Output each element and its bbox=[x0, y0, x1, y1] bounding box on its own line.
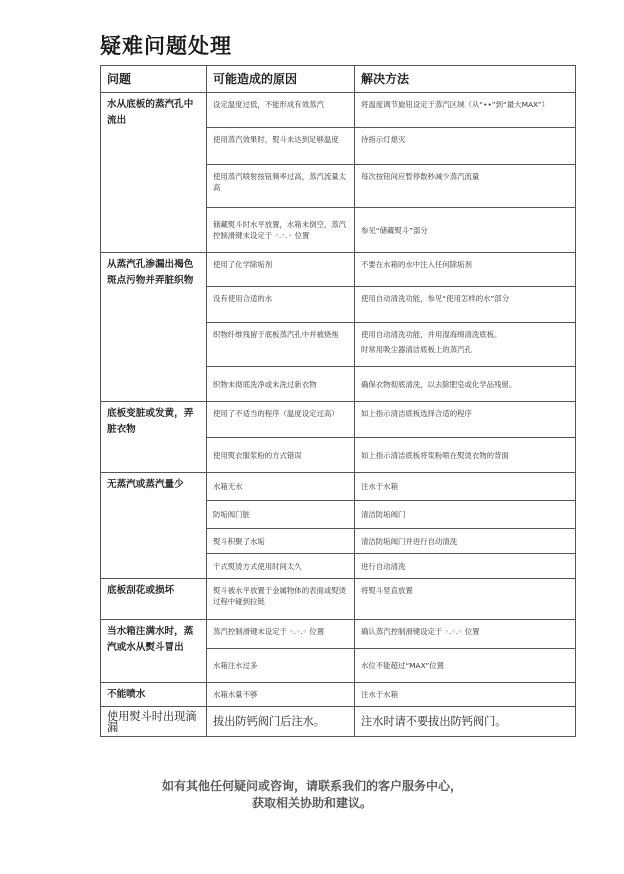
solution-cell: 清洁防垢阀门并进行自动清洗 bbox=[355, 529, 576, 554]
table-row bbox=[101, 473, 576, 501]
cause-cell: 使用蒸汽喷射按钮频率过高，蒸汽流量太高 bbox=[207, 165, 355, 208]
problem-cell: 使用熨斗时出现滴漏 bbox=[101, 707, 207, 737]
table-header-row bbox=[101, 66, 576, 93]
problem-cell: 无蒸汽或蒸汽量少 bbox=[101, 473, 207, 579]
cause-cell: 干式熨烫方式使用时间太久 bbox=[207, 554, 355, 579]
cause-cell: 蒸汽控制滑键未设定于 ◦.◦.◦ 位置 bbox=[207, 620, 355, 649]
cause-cell: 设定温度过低，不能形成有效蒸汽 bbox=[207, 93, 355, 128]
cause-cell: 熨斗被水平放置于金属物体的表面或熨烫过程中碰到拉链 bbox=[207, 579, 355, 620]
cause-cell: 水箱注水过多 bbox=[207, 649, 355, 683]
solution-cell: 注水时请不要拔出防钙阀门。 bbox=[355, 707, 576, 737]
table-row bbox=[101, 402, 576, 438]
cause-cell: 水箱水量不够 bbox=[207, 683, 355, 707]
cause-cell: 使用了不适当的程序（温度设定过高） bbox=[207, 402, 355, 438]
solution-cell: 不要在水箱的水中注入任何除垢剂 bbox=[355, 253, 576, 287]
solution-cell: 如上指示清洁底板选择合适的程序 bbox=[355, 402, 576, 438]
page-title: 疑难问题处理 bbox=[100, 34, 232, 58]
cause-cell: 防垢阀门脏 bbox=[207, 501, 355, 529]
solution-cell bbox=[355, 323, 576, 367]
cause-cell: 熨斗积聚了水垢 bbox=[207, 529, 355, 554]
solution-cell: 每次按钮间应暂停数秒减少蒸汽流量 bbox=[355, 165, 576, 208]
solution-cell: 如上指示清洁底板将浆粉喷在熨烫衣物的背面 bbox=[355, 438, 576, 473]
solution-line: 时常用吸尘器清洁底板上的蒸汽孔 bbox=[361, 345, 472, 354]
solution-cell: 注水于水箱 bbox=[355, 683, 576, 707]
problem-cell: 从蒸汽孔渗漏出褐色斑点污物并弄脏织物 bbox=[101, 253, 207, 402]
problem-cell: 不能喷水 bbox=[101, 683, 207, 707]
problem-cell: 底板变脏或发黄，弄脏衣物 bbox=[101, 402, 207, 473]
solution-cell: 确保衣物彻底清洗，以去除肥皂或化学品残留。 bbox=[355, 367, 576, 402]
header-problem: 问题 bbox=[101, 66, 207, 93]
solution-cell: 使用自动清洗功能，参见“使用怎样的水”部分 bbox=[355, 287, 576, 323]
cause-cell: 储藏熨斗时水平放置，水箱未倒空，蒸汽控制滑键未设定于 ◦.◦.◦ 位置 bbox=[207, 208, 355, 253]
table-row bbox=[101, 707, 576, 737]
table-row bbox=[101, 683, 576, 707]
solution-cell: 参见“储藏熨斗”部分 bbox=[355, 208, 576, 253]
header-solution: 解决方法 bbox=[355, 66, 576, 93]
solution-line: 使用自动清洗功能，并用湿海绵清洗底板。 bbox=[361, 330, 502, 339]
problem-cell: 水从底板的蒸汽孔中流出 bbox=[101, 93, 207, 253]
cause-cell: 没有使用合适的水 bbox=[207, 287, 355, 323]
troubleshooting-table bbox=[100, 65, 576, 737]
solution-cell: 注水于水箱 bbox=[355, 473, 576, 501]
cause-cell: 使用蒸汽效果时，熨斗未达到足够温度 bbox=[207, 128, 355, 165]
table-row bbox=[101, 620, 576, 649]
cause-cell: 使用熨衣服浆粉的方式错误 bbox=[207, 438, 355, 473]
table-row bbox=[101, 579, 576, 620]
solution-cell: 水位不能超过“MAX”位置 bbox=[355, 649, 576, 683]
cause-cell: 使用了化学除垢剂 bbox=[207, 253, 355, 287]
cause-cell: 水箱无水 bbox=[207, 473, 355, 501]
cause-cell: 织物纤维残留于底板蒸汽孔中并被烧焦 bbox=[207, 323, 355, 367]
cause-cell: 拔出防钙阀门后注水。 bbox=[207, 707, 355, 737]
footer-note-line-2: 获取相关协助和建议。 bbox=[251, 796, 372, 810]
table-row bbox=[101, 93, 576, 128]
solution-cell: 清洁防垢阀门 bbox=[355, 501, 576, 529]
solution-cell: 确认蒸汽控制滑键设定于 ◦.◦.◦ 位置 bbox=[355, 620, 576, 649]
table-row bbox=[101, 253, 576, 287]
header-cause: 可能造成的原因 bbox=[207, 66, 355, 93]
solution-cell: 将温度调节旋钮设定于蒸汽区域（从“••”到“最大MAX”） bbox=[355, 93, 576, 128]
problem-cell: 当水箱注满水时，蒸汽或水从熨斗冒出 bbox=[101, 620, 207, 683]
problem-cell: 底板刮花或损坏 bbox=[101, 579, 207, 620]
cause-cell: 织物未彻底洗净或未洗过新衣物 bbox=[207, 367, 355, 402]
solution-cell: 待指示灯熄灭 bbox=[355, 128, 576, 165]
solution-cell: 进行自动清洗 bbox=[355, 554, 576, 579]
solution-cell: 将熨斗竖直放置 bbox=[355, 579, 576, 620]
footer-note-line-1: 如有其他任何疑问或咨询，请联系我们的客户服务中心， bbox=[161, 779, 462, 793]
